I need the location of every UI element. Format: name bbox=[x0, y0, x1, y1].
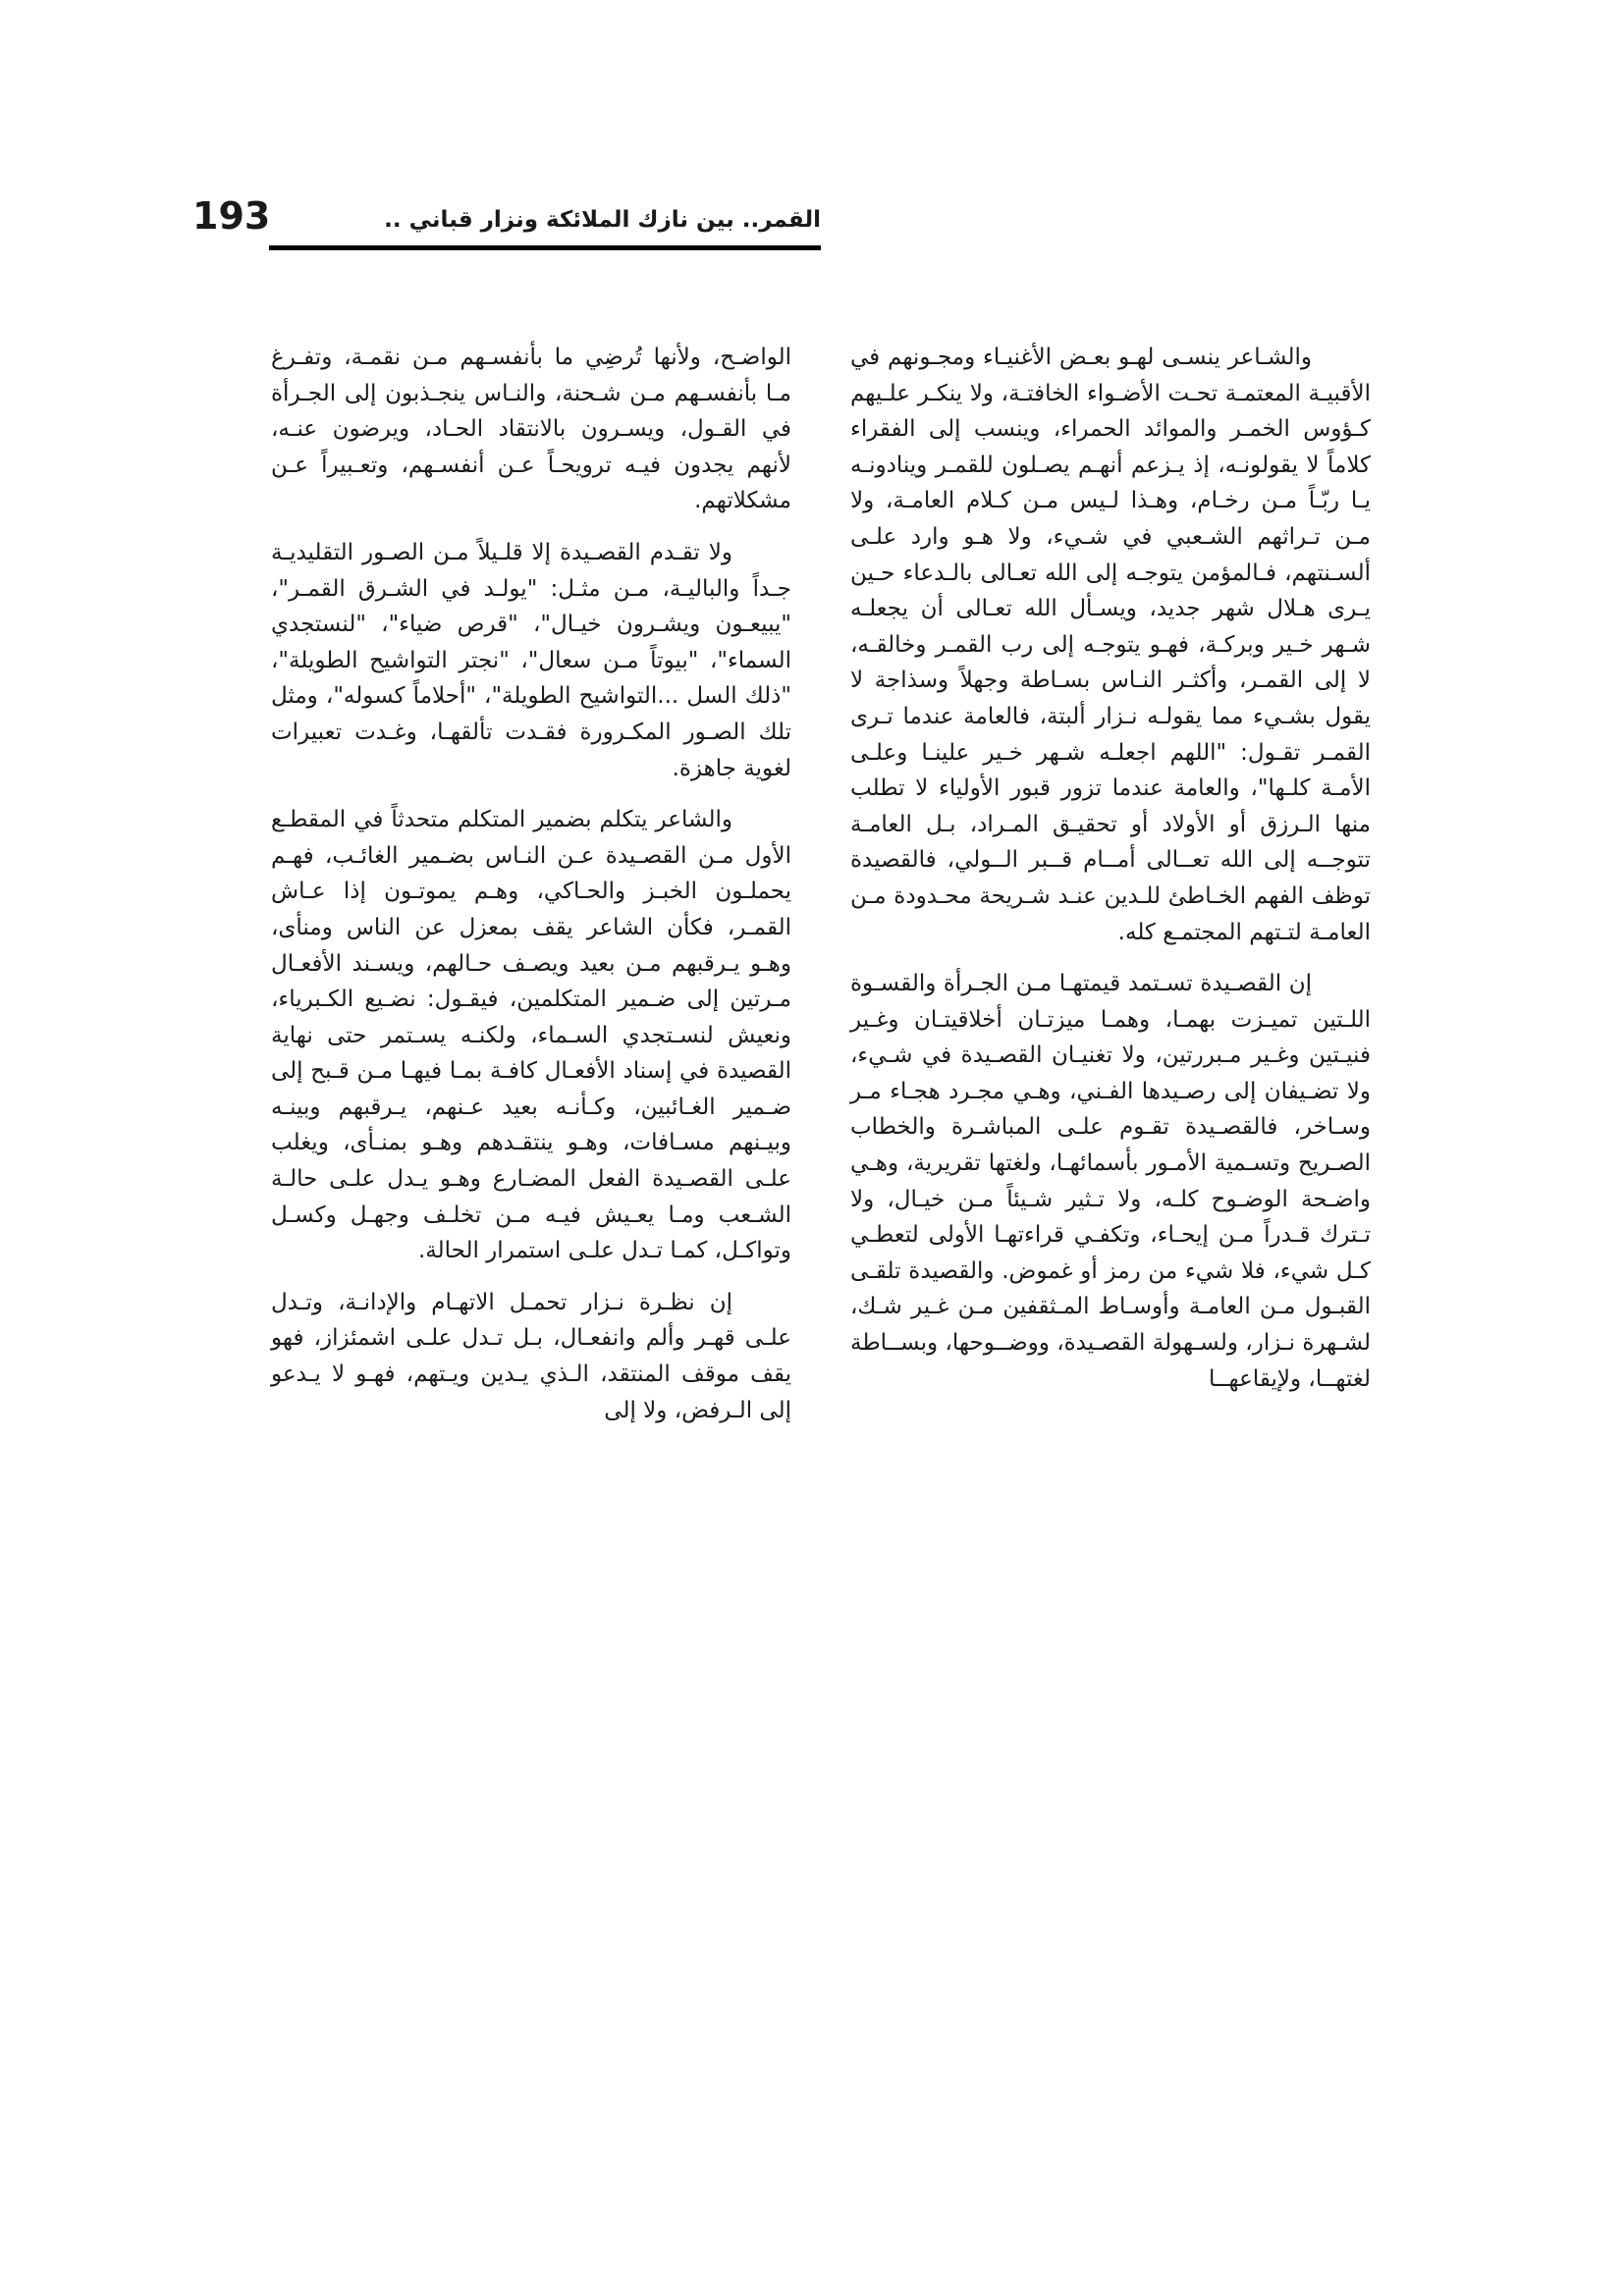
paragraph: إن القصـيدة تسـتمد قيمتهـا مـن الجـرأة والقسـوة اللـتين تميـزت بهمـا، وهمـا ميزتـان أخلاقيتـان وغـير فنيـتين وغـير مـبررتين، ولا تغنيـان القصـيدة في شـيء، ولا تضـيفان إلى رصـيدها الفـني، وهـي مجـرد هجـاء مـر وسـاخر، فالقصـيدة تقـوم علـى المباشـرة والخطاب الصـريح وتسـمية الأمـور بأسمائهـا، ولغتها تقريرية، وهـي واضـحة الوضـوح كلـه، ولا تـثير شـيئاً مـن خيـال، ولا تـترك قـدراً مـن إيحـاء، وتكفـي قراءتهـا الأولى لتعطـي كـل شيء، فلا شيء من رمز أو غموض. والقصيدة تلقـى القبـول مـن العامـة وأوسـاط المـثقفين مـن غـير شـك، لشـهرة نـزار، ولسـهولة القصـيدة، ووضــوحها، وبســاطة لغتهــا، ولإيقاعهــا bbox=[850, 971, 1371, 1392]
paragraph: ولا تقـدم القصـيدة إلا قلـيلاً مـن الصـور التقليديـة جـداً والباليـة، مـن مثـل: "يولـد في الشـرق القمـر"، "يبيعـون ويشـرون خيـال"، "قرص ضياء"، "لنستجدي السماء"، "بيوتاً مـن سعال"، "نجتر التواشيح الطويلة"، "ذلك السل ...التواشيح الطويلة"، "أحلاماً كسوله"، ومثل تلك الصـور المكـرورة فقـدت تألقهـا، وغـدت تعبيرات لغوية جاهزة. bbox=[271, 539, 791, 781]
left-column bbox=[271, 340, 791, 1444]
paragraph: إن نظـرة نـزار تحمـل الاتهـام والإدانـة، وتـدل علـى قهـر وألم وانفعـال، بـل تـدل علـى اشمئزاز، فهو يقف موقف المنتقد، الـذي يـدين ويـتهم، فهـو لا يـدعو إلى الـرفض، ولا إلى bbox=[271, 1289, 791, 1423]
paragraph: الواضـح، ولأنها تُرضِي ما بأنفسـهم مـن نقمـة، وتفـرغ مـا بأنفسـهم مـن شـحنة، والنـاس ينجـذبون إلى الجـرأة في القـول، ويسـرون بالانتقاد الحـاد، ويرضون عنـه، لأنهم يجدون فيـه ترويحـاً عـن أنفسـهم، وتعـبيراً عـن مشكلاتهم. bbox=[271, 345, 791, 514]
paragraph: والشـاعر ينسـى لهـو بعـض الأغنيـاء ومجـونهم في الأقبيـة المعتمـة تحـت الأضـواء الخافتـة، ولا ينكـر علـيهم كـؤوس الخمـر والموائد الحمراء، وينسب إلى الفقراء كلاماً لا يقولونـه، إذ يـزعم أنهـم يصـلون للقمـر وينادونـه يـا ربّـاً مـن رخـام، وهـذا لـيس مـن كـلام العامـة، ولا مـن تـراثهم الشـعبي في شـيء، ولا هـو وارد علـى ألسـنتهم، فـالمؤمن يتوجـه إلى الله تعـالى بالـدعاء حـين يـرى هـلال شهر جديد، ويسـأل الله تعـالى أن يجعلـه شـهر خـير وبركـة، فهـو يتوجـه إلى رب القمـر وخالقـه، لا إلى القمـر، وأكثـر النـاس بسـاطة وجهلاً وسذاجة لا يقول بشـيء مما يقولـه نـزار ألبتة، فالعامة عندما تـرى القمـر تقـول: "اللهم اجعلـه شـهر خـير علينـا وعلـى الأمـة كلـها"، والعامة عندما تزور قبور الأولياء لا تطلب منها الـرزق أو الأولاد أو تحقيـق المـراد، بـل العامـة تتوجــه إلى الله تعــالى أمــام قــبر الــولي، فالقصيدة توظف الفهم الخـاطئ للـدين عنـد شـريحة محـدودة مـن العامـة لتـتهم المجتمـع كله. bbox=[850, 345, 1371, 945]
page-number: 193 bbox=[192, 194, 271, 238]
right-column bbox=[850, 340, 1371, 1413]
header-rule bbox=[269, 245, 821, 250]
running-title: القمر.. بين نازك الملائكة ونزار قباني .. bbox=[384, 207, 821, 233]
page-header bbox=[192, 196, 821, 255]
paragraph: والشاعر يتكلم بضمير المتكلم متحدثاً في المقطـع الأول مـن القصـيدة عـن النـاس بضـمير الغائـب، فهـم يحملـون الخبـز والحـاكي، وهـم يموتـون إذا عـاش القمـر، فكأن الشاعر يقف بمعزل عن الناس ومنأى، وهـو يـرقبهم مـن بعيد ويصـف حـالهم، ويسـند الأفعـال مـرتين إلى ضـمير المتكلمين، فيقـول: نضـيع الكـبرياء، ونعيش لنسـتجدي السـماء، ولكنـه يسـتمر حتى نهاية القصيدة في إسناد الأفعـال كافـة بمـا فيهـا مـن قـبح إلى ضـمير الغـائبين، وكـأنـه بعيد عـنهم، يـرقبهم وبينـه وبيـنهم مسـافات، وهـو ينتقـدهم وهـو بمنـأى، ويغلب علـى القصـيدة الفعل المضـارع وهـو يـدل علـى حالـة الشـعب ومـا يعـيش فيـه مـن تخلـف وجهـل وكسـل وتواكـل، كمـا تـدل علـى استمرار الحالة. bbox=[271, 807, 791, 1264]
